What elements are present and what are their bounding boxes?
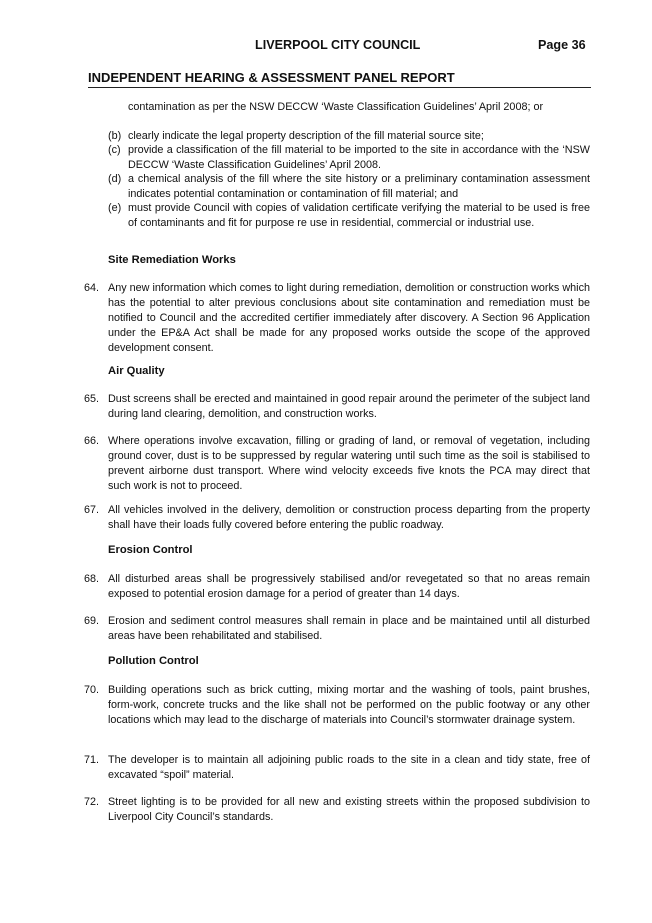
clause-number: 66. bbox=[84, 435, 100, 447]
council-name: LIVERPOOL CITY COUNCIL bbox=[255, 38, 421, 52]
clause-text: Where operations involve excavation, filling or grading of land, or removal of vegetation, including ground cover, dust is to be suppressed by regular watering until such time as the soil is stabilised to prevent airborne dust transport. Where wind velocity exceeds five knots the PCA may direct that such work is not to proceed. bbox=[108, 435, 590, 492]
clause-text: The developer is to maintain all adjoining public roads to the site in a clean and tidy state, free of excavated “spoil” material. bbox=[108, 754, 590, 781]
list-item-text: a chemical analysis of the fill where the site history or a preliminary contamination assessment indicates potential contamination or contamination of fill material; and bbox=[128, 173, 590, 200]
clause-number: 68. bbox=[84, 573, 100, 585]
clause-number: 67. bbox=[84, 504, 100, 516]
report-title: INDEPENDENT HEARING & ASSESSMENT PANEL REPORT bbox=[88, 70, 455, 85]
clause-number: 69. bbox=[84, 615, 100, 627]
section-heading: Air Quality bbox=[108, 365, 165, 377]
section-heading: Site Remediation Works bbox=[108, 254, 236, 266]
clause-text: Dust screens shall be erected and maintained in good repair around the perimeter of the subject land during land clearing, demolition, and construction works. bbox=[108, 393, 590, 420]
list-item-label: (d) bbox=[108, 173, 122, 185]
list-item-label: (e) bbox=[108, 202, 122, 214]
list-item-text: provide a classification of the fill material to be imported to the site in accordance with the ‘NSW DECCW ‘Waste Classification Guidelines’ April 2008. bbox=[128, 144, 590, 171]
clause-text: Street lighting is to be provided for all new and existing streets within the proposed subdivision to Liverpool City Council’s standards. bbox=[108, 796, 590, 823]
list-item-label: (b) bbox=[108, 130, 122, 142]
clause-number: 64. bbox=[84, 282, 100, 294]
clause-number: 71. bbox=[84, 754, 100, 766]
section-heading: Pollution Control bbox=[108, 655, 199, 667]
clause-text: All disturbed areas shall be progressively stabilised and/or revegetated so that no areas remain exposed to potential erosion damage for a period of greater than 14 days. bbox=[108, 573, 590, 600]
list-item-text: must provide Council with copies of validation certificate verifying the material to be used is free of contaminants and fit for purpose re use in residential, commercial or industrial use. bbox=[128, 202, 590, 229]
list-item-text: clearly indicate the legal property description of the fill material source site; bbox=[128, 130, 484, 142]
section-heading: Erosion Control bbox=[108, 544, 193, 556]
clause-text: Erosion and sediment control measures shall remain in place and be maintained until all disturbed areas have been rehabilitated and stabilised. bbox=[108, 615, 590, 642]
clause-number: 72. bbox=[84, 796, 100, 808]
clause-text: Any new information which comes to light during remediation, demolition or construction works which has the potential to alter previous conclusions about site contamination and remediation must be notified to Council and the accredited certifier immediately after discovery. A Section 96 Application under the EP&A Act shall be made for any proposed works outside the scope of the approved development consent. bbox=[108, 282, 590, 354]
clause-number: 65. bbox=[84, 393, 100, 405]
clause-number: 70. bbox=[84, 684, 100, 696]
clause-text: All vehicles involved in the delivery, demolition or construction process departing from the property shall have their loads fully covered before entering the public roadway. bbox=[108, 504, 590, 531]
continuation-text: contamination as per the NSW DECCW ‘Waste Classification Guidelines’ April 2008; or bbox=[128, 101, 544, 113]
list-item-label: (c) bbox=[108, 144, 121, 156]
header-rule bbox=[88, 87, 591, 88]
page-number: Page 36 bbox=[538, 38, 586, 52]
clause-text: Building operations such as brick cutting, mixing mortar and the washing of tools, paint brushes, form-work, concrete trucks and the like shall not be performed on the public footway or any other locations which may lead to the discharge of materials into Council’s stormwater drainage system. bbox=[108, 684, 590, 726]
